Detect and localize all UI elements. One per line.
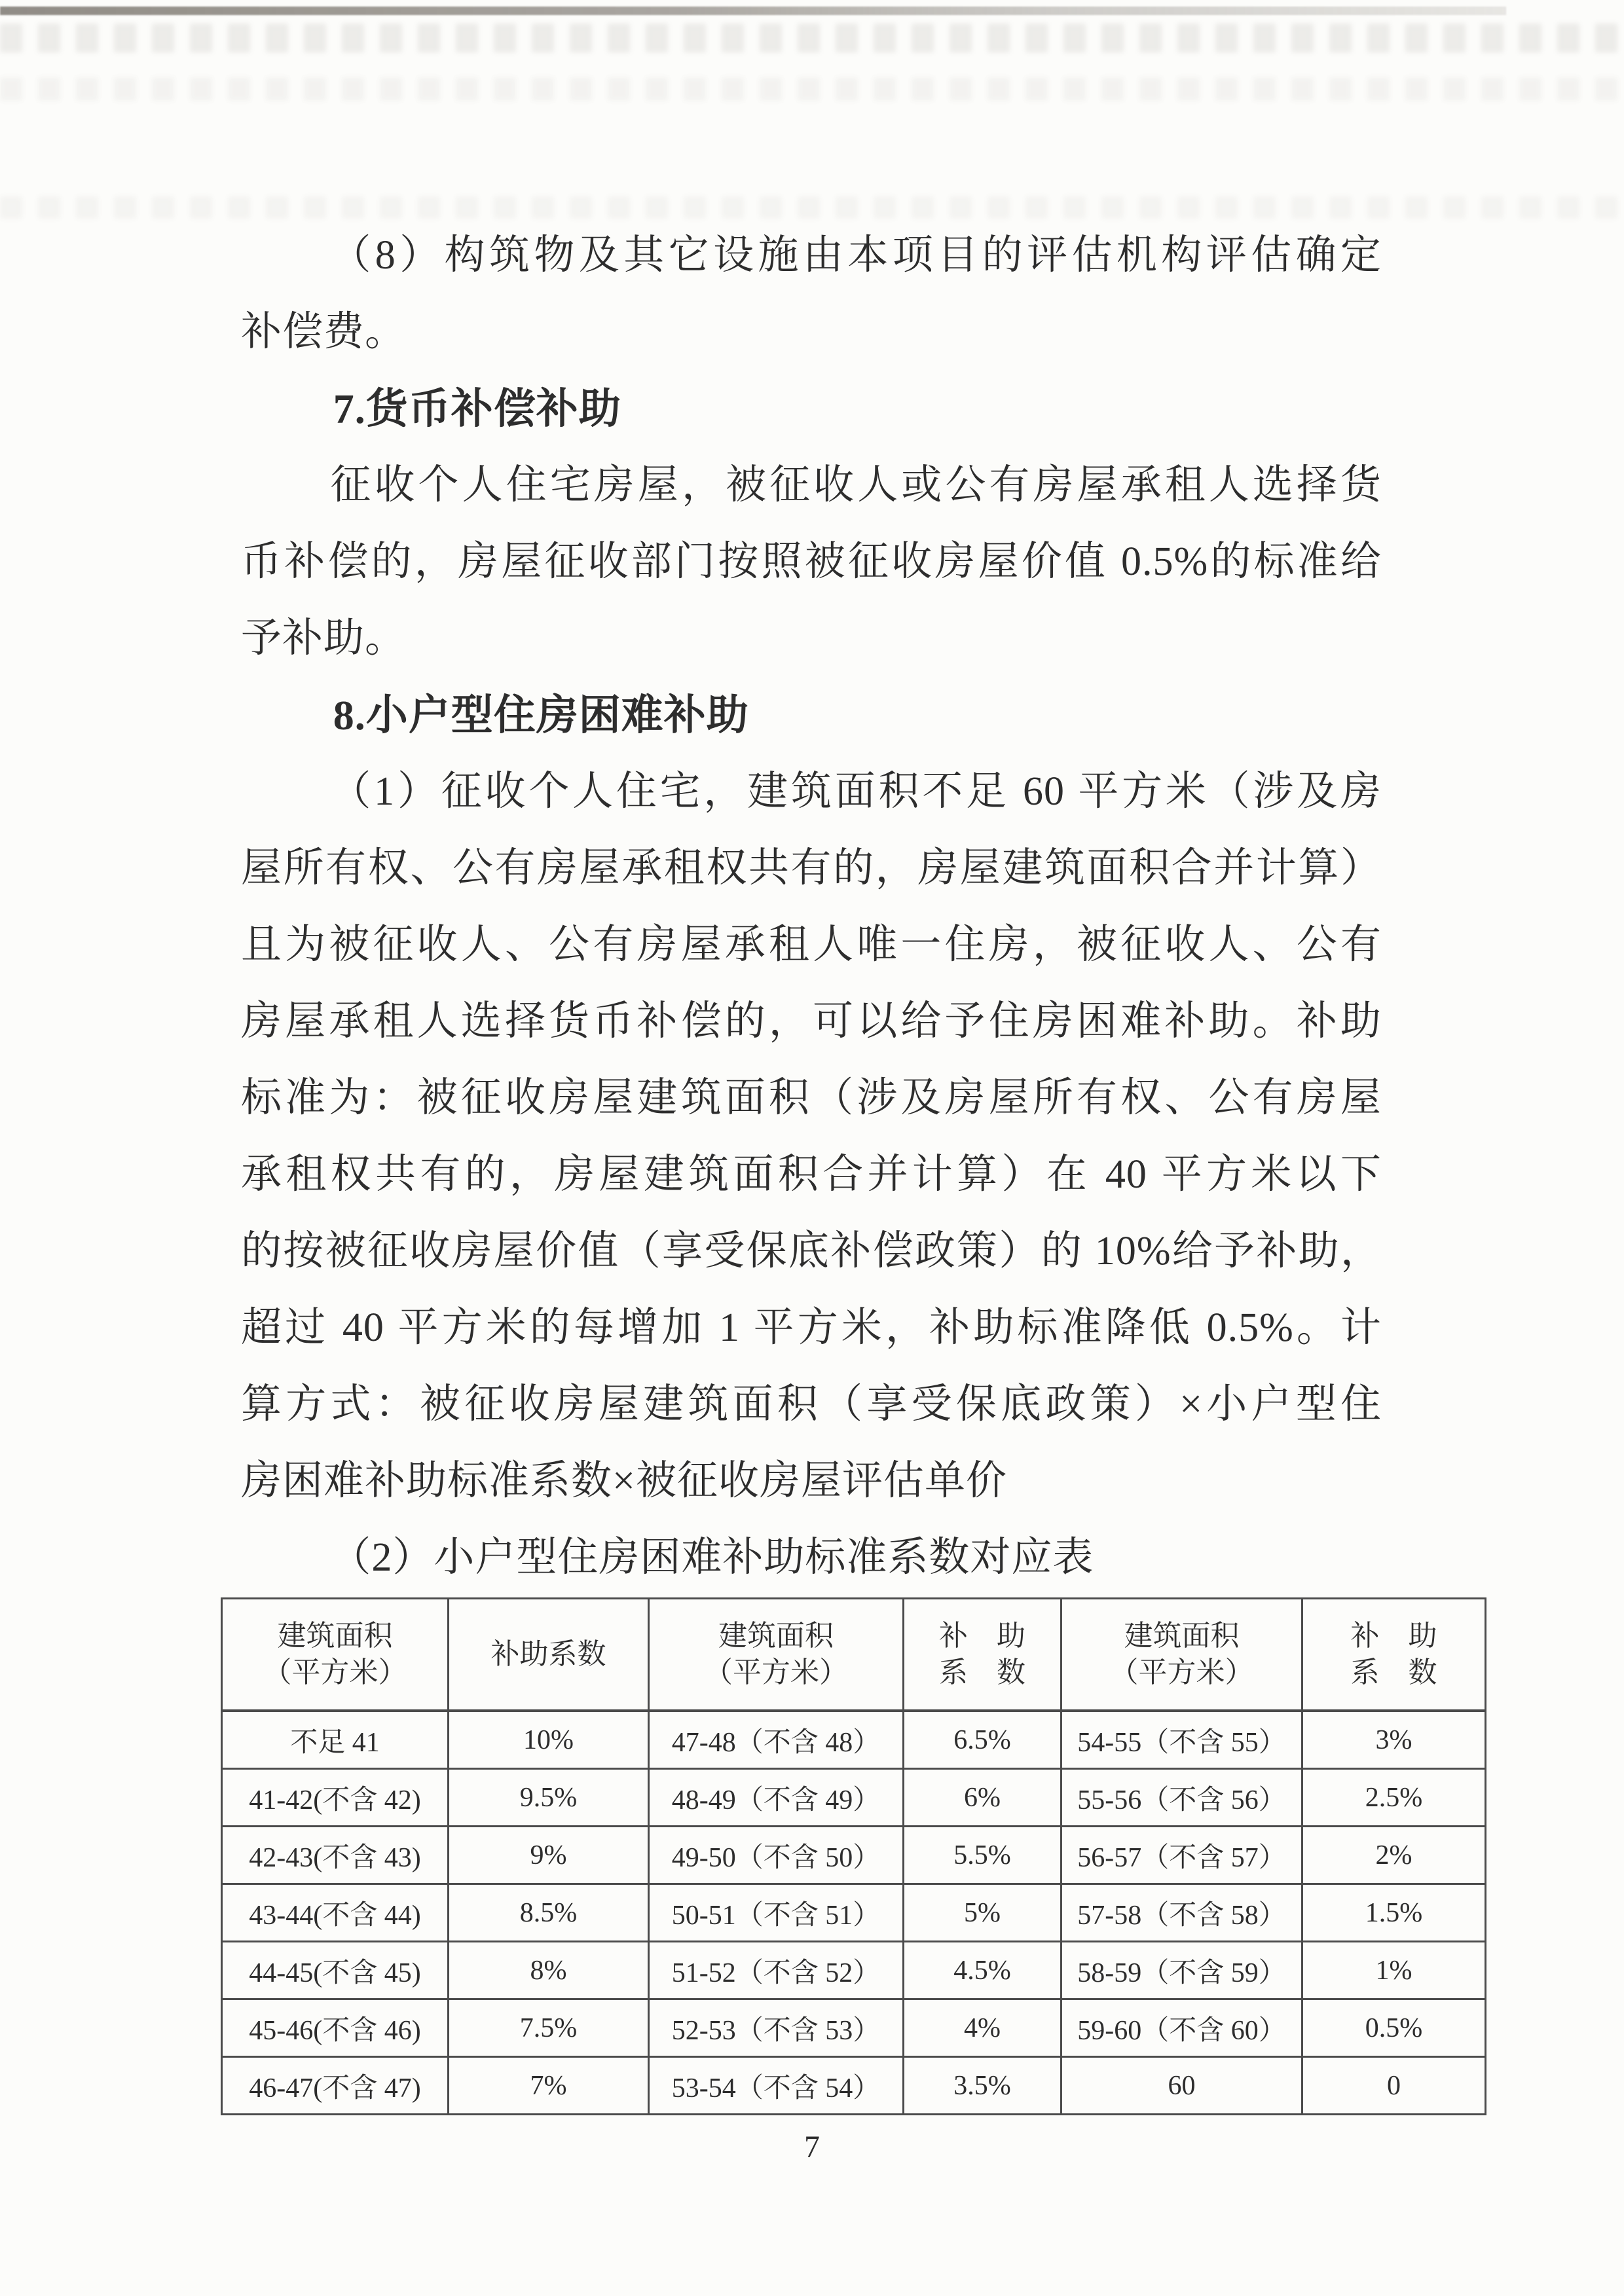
area-cell: 52-53（不含 53） xyxy=(649,1999,904,2057)
subsidy-table-wrap xyxy=(221,1597,1486,2115)
coef-cell: 1% xyxy=(1302,1942,1486,1999)
coef-cell: 8% xyxy=(449,1942,649,1999)
coef-cell: 7% xyxy=(449,2057,649,2115)
table-row xyxy=(222,1999,1486,2057)
area-cell: 58-59（不含 59） xyxy=(1061,1942,1302,1999)
body-line: 房困难补助标准系数×被征收房屋评估单价 xyxy=(241,1459,1007,1503)
area-cell: 54-55（不含 55） xyxy=(1061,1711,1302,1769)
coef-cell: 2.5% xyxy=(1302,1769,1486,1827)
coef-cell: 6.5% xyxy=(904,1711,1061,1769)
area-cell: 42-43(不含 43) xyxy=(222,1827,449,1884)
body-line: 房屋承租人选择货币补偿的，可以给予住房困难补助。补助 xyxy=(241,999,1382,1044)
section-heading-8: 8.小户型住房困难补助 xyxy=(333,692,749,738)
coef-cell: 5.5% xyxy=(904,1827,1061,1884)
body-line: 予补助。 xyxy=(241,616,407,661)
body-line: 且为被征收人、公有房屋承租人唯一住房，被征收人、公有 xyxy=(241,922,1382,967)
area-cell: 50-51（不含 51） xyxy=(649,1884,904,1942)
body-line: 征收个人住宅房屋，被征收人或公有房屋承租人选择货 xyxy=(330,463,1382,507)
body-line: 补偿费。 xyxy=(241,310,407,354)
header-text: 补助系数 xyxy=(490,1638,606,1670)
coef-cell: 1.5% xyxy=(1302,1884,1486,1942)
coef-cell: 7.5% xyxy=(449,1999,649,2057)
area-cell: 60 xyxy=(1061,2057,1302,2115)
table-header-row xyxy=(222,1599,1486,1711)
table-row xyxy=(222,1711,1486,1769)
coef-cell: 2% xyxy=(1302,1827,1486,1884)
area-cell: 55-56（不含 56） xyxy=(1061,1769,1302,1827)
area-cell: 48-49（不含 49） xyxy=(649,1769,904,1827)
area-cell: 44-45(不含 45) xyxy=(222,1942,449,1999)
header-text: 补 助 xyxy=(1350,1620,1437,1652)
area-cell: 45-46(不含 46) xyxy=(222,1999,449,2057)
header-text: 系 数 xyxy=(1350,1656,1437,1688)
header-cell xyxy=(904,1599,1061,1711)
header-text: 系 数 xyxy=(939,1656,1025,1688)
page-number: 7 xyxy=(804,2130,820,2164)
header-cell xyxy=(649,1599,904,1711)
coef-cell: 9.5% xyxy=(449,1769,649,1827)
body-text xyxy=(241,217,1382,1596)
coef-cell: 4.5% xyxy=(904,1942,1061,1999)
area-cell: 43-44(不含 44) xyxy=(222,1884,449,1942)
body-line: 标准为：被征收房屋建筑面积（涉及房屋所有权、公有房屋 xyxy=(241,1076,1382,1120)
table-row xyxy=(222,1827,1486,1884)
body-line: 超过 40 平方米的每增加 1 平方米，补助标准降低 0.5%。计 xyxy=(241,1305,1382,1350)
body-line: （8）构筑物及其它设施由本项目的评估机构评估确定 xyxy=(330,233,1382,278)
area-cell: 不足 41 xyxy=(222,1711,449,1769)
header-cell xyxy=(1302,1599,1486,1711)
body-line: 承租权共有的，房屋建筑面积合并计算）在 40 平方米以下 xyxy=(241,1152,1382,1197)
header-cell xyxy=(449,1599,649,1711)
coef-cell: 8.5% xyxy=(449,1884,649,1942)
header-cell xyxy=(222,1599,449,1711)
area-cell: 41-42(不含 42) xyxy=(222,1769,449,1827)
area-cell: 47-48（不含 48） xyxy=(649,1711,904,1769)
table-row xyxy=(222,1884,1486,1942)
header-text: （平方米） xyxy=(704,1656,848,1688)
coef-cell: 0.5% xyxy=(1302,1999,1486,2057)
table-caption: （2）小户型住房困难补助标准系数对应表 xyxy=(330,1535,1094,1580)
area-cell: 57-58（不含 58） xyxy=(1061,1884,1302,1942)
coef-cell: 9% xyxy=(449,1827,649,1884)
scan-streak-artifact xyxy=(0,7,1506,15)
header-text: 补 助 xyxy=(939,1620,1025,1652)
coef-cell: 6% xyxy=(904,1769,1061,1827)
header-text: （平方米） xyxy=(263,1656,407,1688)
section-heading-7: 7.货币补偿补助 xyxy=(333,386,621,432)
area-cell: 56-57（不含 57） xyxy=(1061,1827,1302,1884)
coef-cell: 3.5% xyxy=(904,2057,1061,2115)
header-text: 建筑面积 xyxy=(718,1620,834,1652)
body-line: 币补偿的，房屋征收部门按照被征收房屋价值 0.5%的标准给 xyxy=(241,539,1382,584)
coef-cell: 5% xyxy=(904,1884,1061,1942)
scan-bleedthrough xyxy=(0,196,1624,219)
coef-cell: 0 xyxy=(1302,2057,1486,2115)
body-line: （1）征收个人住宅，建筑面积不足 60 平方米（涉及房 xyxy=(330,769,1382,814)
coef-cell: 3% xyxy=(1302,1711,1486,1769)
coef-cell: 10% xyxy=(449,1711,649,1769)
body-line: 算方式：被征收房屋建筑面积（享受保底政策）×小户型住 xyxy=(241,1382,1382,1427)
table-row xyxy=(222,1942,1486,1999)
area-cell: 46-47(不含 47) xyxy=(222,2057,449,2115)
area-cell: 49-50（不含 50） xyxy=(649,1827,904,1884)
area-cell: 59-60（不含 60） xyxy=(1061,1999,1302,2057)
header-text: 建筑面积 xyxy=(277,1620,393,1652)
area-cell: 53-54（不含 54） xyxy=(649,2057,904,2115)
header-cell xyxy=(1061,1599,1302,1711)
table-row xyxy=(222,2057,1486,2115)
area-cell: 51-52（不含 52） xyxy=(649,1942,904,1999)
body-line: 的按被征收房屋价值（享受保底补偿政策）的 10%给予补助， xyxy=(241,1229,1382,1273)
table-row xyxy=(222,1769,1486,1827)
scan-bleedthrough xyxy=(0,77,1624,101)
scan-bleedthrough xyxy=(0,24,1624,52)
coef-cell: 4% xyxy=(904,1999,1061,2057)
header-text: 建筑面积 xyxy=(1124,1620,1240,1652)
body-line: 屋所有权、公有房屋承租权共有的，房屋建筑面积合并计算） xyxy=(241,846,1382,890)
header-text: （平方米） xyxy=(1109,1656,1254,1688)
subsidy-coefficient-table xyxy=(221,1597,1486,2115)
